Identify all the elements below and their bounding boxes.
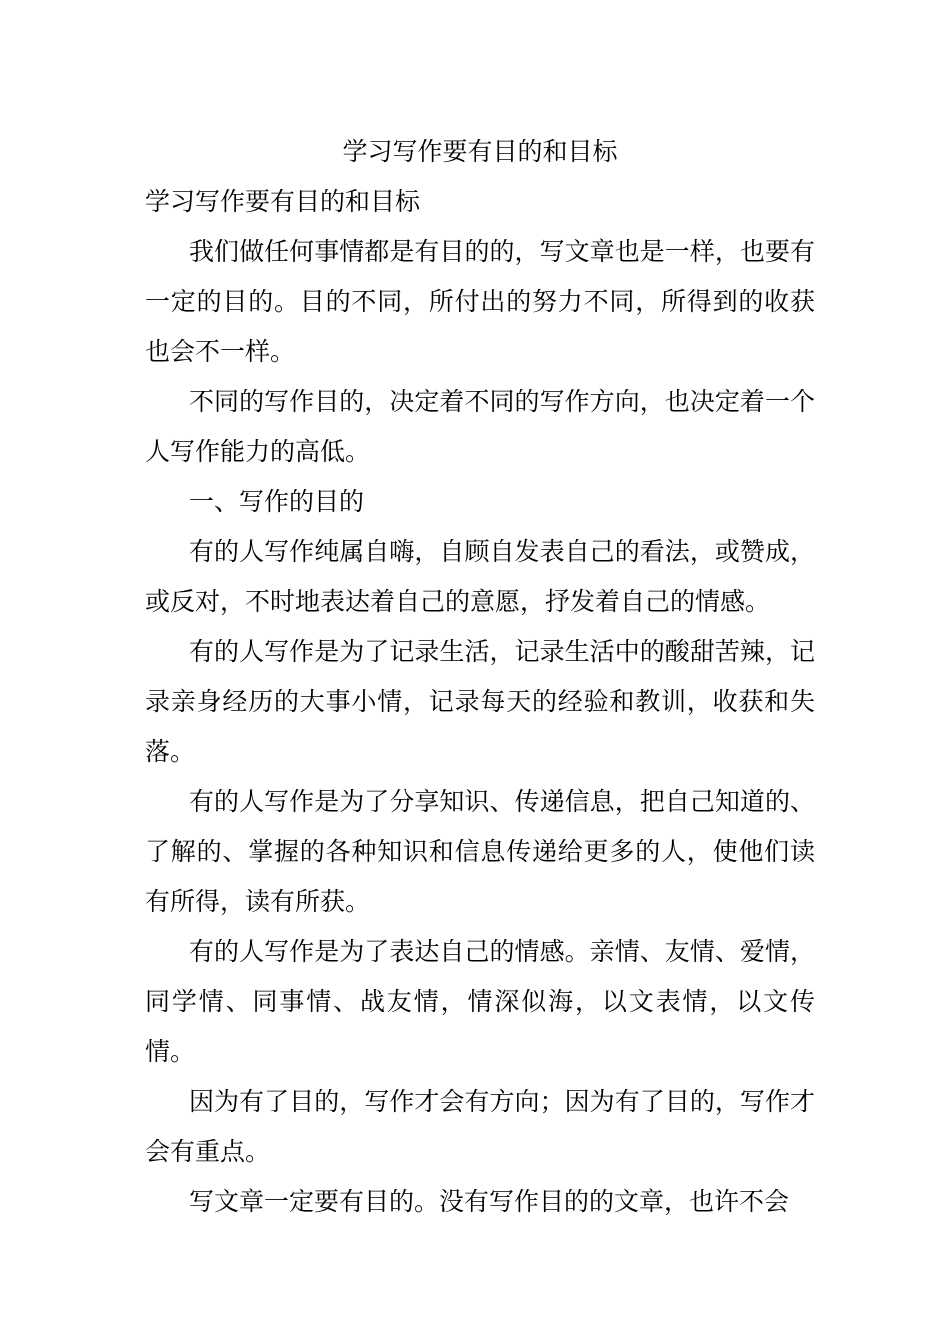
section-heading: 一、写作的目的 xyxy=(189,487,365,516)
document-subtitle: 学习写作要有目的和目标 xyxy=(145,187,421,216)
paragraph: 我们做任何事情都是有目的的，写文章也是一样，也要有一定的目的。目的不同，所付出的努力不同，所得到的收获也会不一样。 xyxy=(145,237,815,366)
paragraph: 因为有了目的，写作才会有方向；因为有了目的，写作才会有重点。 xyxy=(145,1087,815,1166)
paragraph: 有的人写作是为了表达自己的情感。亲情、友情、爱情，同学情、同事情、战友情，情深似海，以文表情，以文传情。 xyxy=(145,937,815,1066)
paragraph: 不同的写作目的，决定着不同的写作方向，也决定着一个人写作能力的高低。 xyxy=(145,387,815,466)
paragraph: 有的人写作纯属自嗨，自顾自发表自己的看法，或赞成，或反对，不时地表达着自己的意愿，抒发着自己的情感。 xyxy=(145,537,815,616)
document-body xyxy=(145,127,815,1227)
paragraph: 有的人写作是为了分享知识、传递信息，把自己知道的、了解的、掌握的各种知识和信息传递给更多的人，使他们读有所得，读有所获。 xyxy=(145,787,815,916)
paragraph: 有的人写作是为了记录生活，记录生活中的酸甜苦辣，记录亲身经历的大事小情，记录每天的经验和教训，收获和失落。 xyxy=(145,637,815,766)
paragraph: 写文章一定要有目的。没有写作目的的文章，也许不会 xyxy=(189,1187,790,1216)
document-title: 学习写作要有目的和目标 xyxy=(342,137,618,166)
